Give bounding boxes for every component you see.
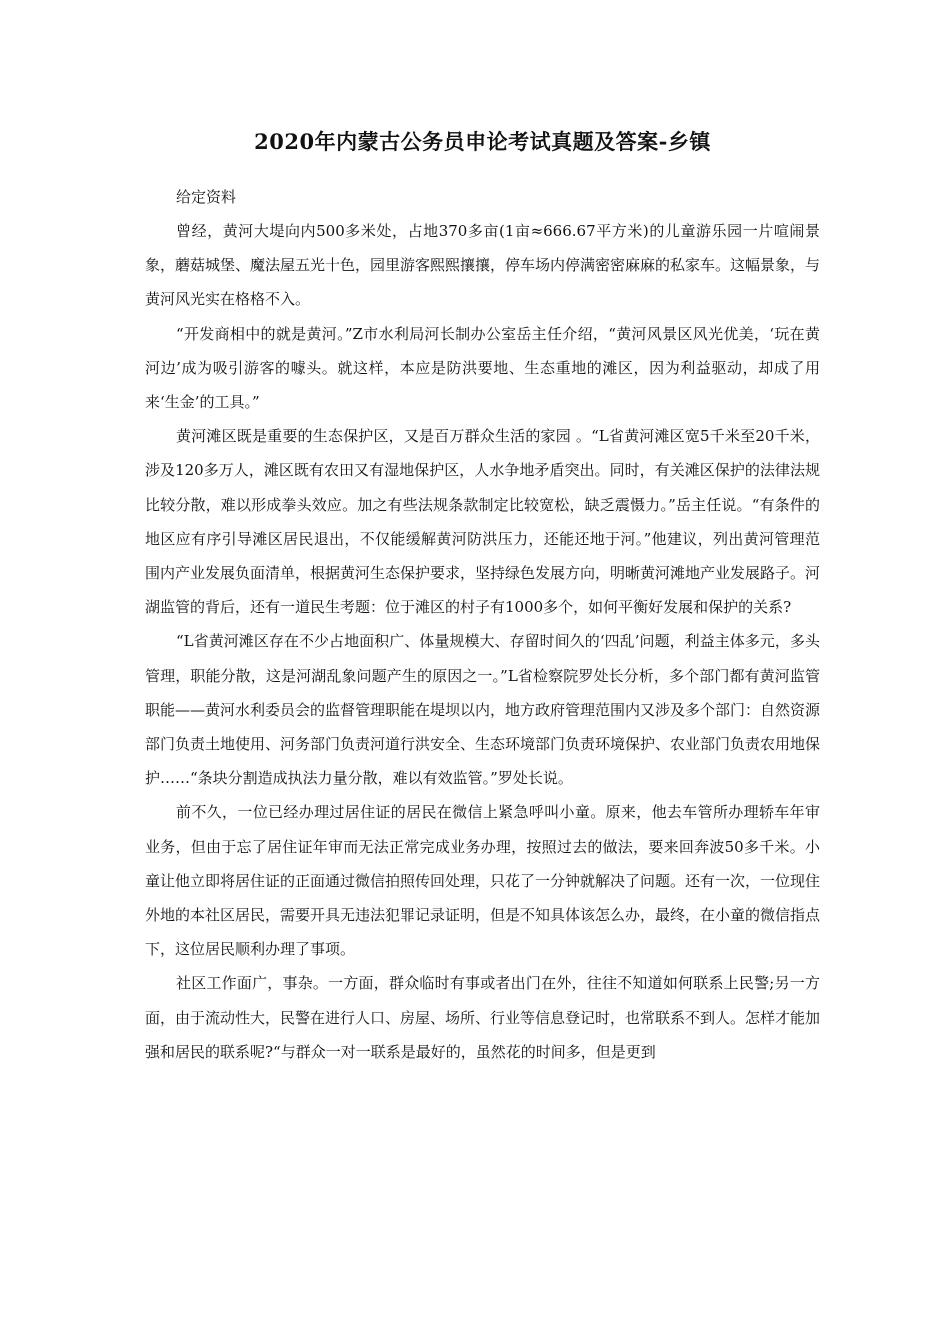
document-title: 2020年内蒙古公务员申论考试真题及答案-乡镇 — [254, 129, 711, 154]
document-page — [145, 118, 820, 1069]
paragraph: 前不久，一位已经办理过居住证的居民在微信上紧急呼叫小童。原来，他去车管所办理轿车年审业务，但由于忘了居住证年审而无法正常完成业务办理，按照过去的做法，要来回奔波50多千米。小童让他立即将居住证的正面通过微信拍照传回处理，只花了一分钟就解决了问题。还有一次，一位现住外地的本社区居民，需要开具无违法犯罪记录证明，但是不知具体该怎么办，最终，在小童的微信指点下，这位居民顺利办理了事项。 — [145, 803, 821, 959]
section-label: 给定资料 — [176, 188, 237, 206]
paragraph: “L省黄河滩区存在不少占地面积广、体量规模大、存留时间久的‘四乱’问题，利益主体多元，多头管理，职能分散，这是河湖乱象问题产生的原因之一。”L省检察院罗处长分析，多个部门都有黄河监管职能——黄河水利委员会的监督管理职能在堤坝以内，地方政府管理范围内又涉及多个部门：自然资源部门负责土地使用、河务部门负责河道行洪安全、生态环境部门负责环境保护、农业部门负责农用地保护……“条块分割造成执法力量分散，难以有效监管。”罗处长说。 — [145, 632, 821, 788]
paragraph: “开发商相中的就是黄河。”Z市水利局河长制办公室岳主任介绍，“黄河风景区风光优美，‘玩在黄河边’成为吸引游客的噱头。就这样，本应是防洪要地、生态重地的滩区，因为利益驱动，却成了用来‘生金’的工具。” — [145, 324, 820, 412]
paragraph: 黄河滩区既是重要的生态保护区，又是百万群众生活的家园 。“L省黄河滩区宽5千米至20千米，涉及120多万人，滩区既有农田又有湿地保护区，人水争地矛盾突出。同时，有关滩区保护的法律法规比较分散，难以形成拳头效应。加之有些法规条款制定比较宽松，缺乏震慑力。”岳主任说。“有条件的地区应有序引导滩区居民退出，不仅能缓解黄河防洪压力，还能还地于河。”他建议，列出黄河管理范围内产业发展负面清单，根据黄河生态保护要求，坚持绿色发展方向，明晰黄河滩地产业发展路子。河湖监管的背后，还有一道民生考题：位于滩区的村子有1000多个，如何平衡好发展和保护的关系? — [145, 427, 821, 617]
paragraph: 社区工作面广，事杂。一方面，群众临时有事或者出门在外，往往不知道如何联系上民警;另一方面，由于流动性大，民警在进行人口、房屋、场所、行业等信息登记时，也常联系不到人。怎样才能加强和居民的联系呢?“与群众一对一联系是最好的，虽然花的时间多，但是更到 — [145, 974, 821, 1061]
paragraph: 曾经，黄河大堤向内500多米处，占地370多亩(1亩≈666.67平方米)的儿童游乐园一片喧闹景象，蘑菇城堡、魔法屋五光十色，园里游客熙熙攘攘，停车场内停满密密麻麻的私家车。这幅景象，与黄河风光实在格格不入。 — [145, 222, 821, 309]
